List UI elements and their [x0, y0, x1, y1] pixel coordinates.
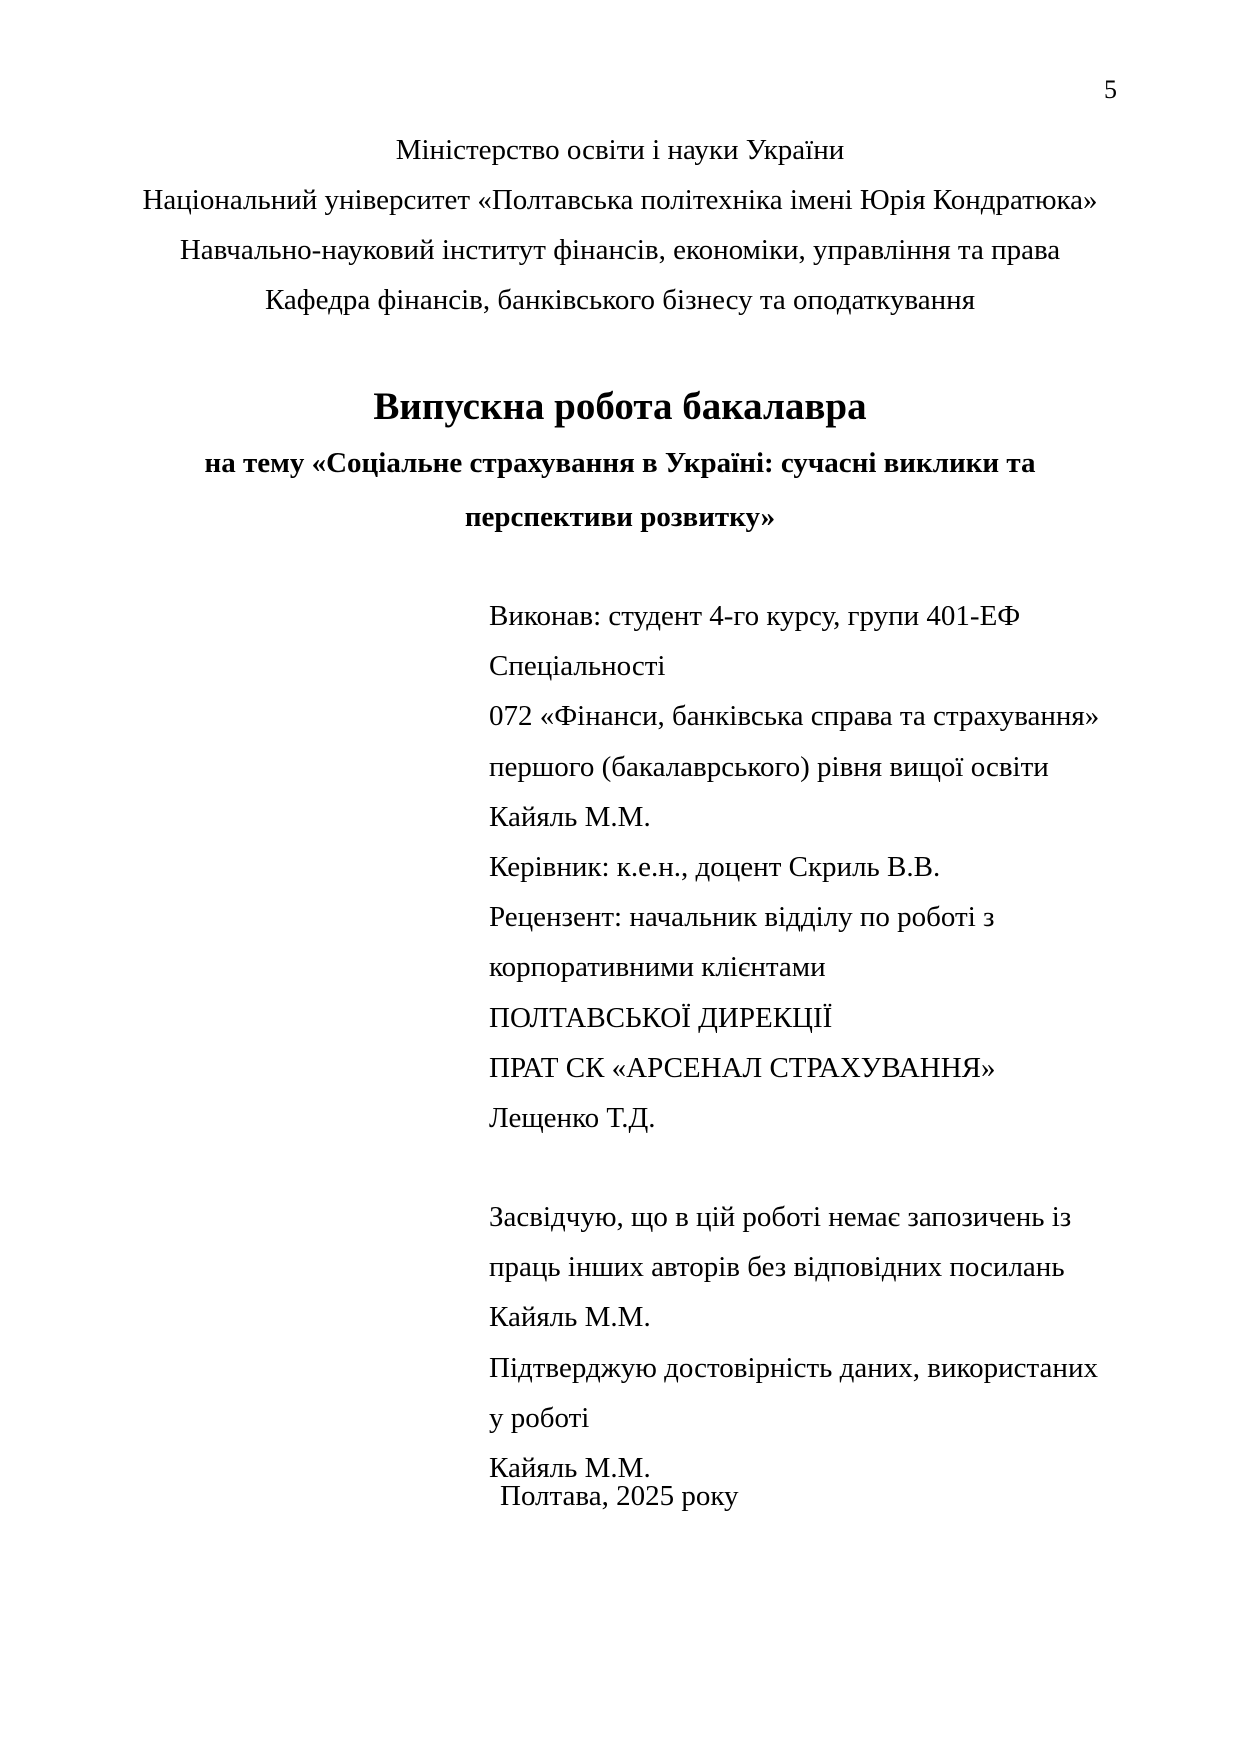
thesis-topic-line: на тему «Соціальне страхування в Україні: сучасні виклики та — [204, 447, 1036, 479]
thesis-topic-line: перспективи розвитку» — [464, 501, 776, 533]
university-name: Національний університет «Полтавська політехніка імені Юрія Кондратюка» — [142, 184, 1098, 216]
reviewer-info-line: ПРАТ СК «АРСЕНАЛ СТРАХУВАННЯ» — [489, 1051, 996, 1084]
thesis-title: Випускна робота бакалавра — [373, 385, 867, 428]
page-number: 5 — [1104, 75, 1117, 104]
reviewer-info-line: корпоративними клієнтами — [489, 951, 826, 984]
certification-line: Кайяль М.М. — [489, 1301, 651, 1334]
certification-line: Підтверджую достовірність даних, використаних — [489, 1351, 1098, 1384]
author-info-line: Спеціальності — [489, 650, 666, 683]
reviewer-info-line: Лещенко Т.Д. — [489, 1101, 656, 1134]
author-info-line: Виконав: студент 4-го курсу, групи 401-ЕФ — [489, 600, 1021, 632]
thesis-topic — [0, 443, 1240, 551]
ministry-name: Міністерство освіти і науки України — [395, 134, 845, 166]
certification-line: Засвідчую, що в цій роботі немає запозичень із — [489, 1201, 1072, 1233]
department-name: Кафедра фінансів, банківського бізнесу та оподаткування — [264, 284, 976, 316]
reviewer-info-line: Рецензент: начальник відділу по роботі з — [489, 901, 995, 934]
institute-name: Навчально-науковий інститут фінансів, економіки, управління та права — [179, 234, 1061, 266]
supervisor-info-line: Керівник: к.е.н., доцент Скриль В.В. — [489, 850, 941, 883]
certification-line: Кайяль М.М. — [489, 1451, 651, 1484]
author-info-line: Кайяль М.М. — [489, 800, 651, 833]
author-info-line: 072 «Фінанси, банківська справа та страхування» — [489, 700, 1100, 733]
certification-line: праць інших авторів без відповідних посилань — [489, 1251, 1065, 1284]
reviewer-info-line: ПОЛТАВСЬКОЇ ДИРЕКЦІЇ — [489, 1001, 833, 1034]
author-info-block — [489, 596, 1099, 1148]
place-and-date: Полтава, 2025 року — [500, 1480, 739, 1512]
certification-line: у роботі — [489, 1401, 590, 1434]
institution-header — [0, 130, 1240, 330]
author-info-line: першого (бакалаврського) рівня вищої освіти — [489, 750, 1049, 783]
certification-block — [489, 1197, 1098, 1498]
